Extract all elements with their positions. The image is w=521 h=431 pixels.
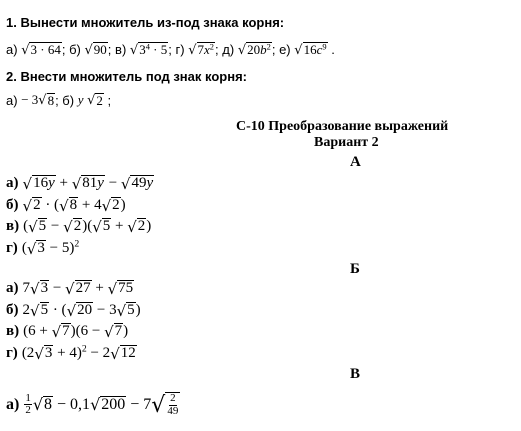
separator: ; xyxy=(168,42,172,57)
radical: √ $16c^9$ xyxy=(294,41,327,58)
radical: √ 7 xyxy=(104,322,123,341)
separator: ; xyxy=(271,42,276,57)
section-2-heading: 2. Внести множитель под знак корня: xyxy=(6,69,247,84)
group-b-item-2: б) 2 √ 5 · ( √ 20 − 3 √ 5 ) xyxy=(6,301,141,320)
item-label: г) xyxy=(6,240,18,256)
item-label-g: г) xyxy=(175,42,185,57)
group-a-item-1: а) √ 16y + √ 81y − √ 49y xyxy=(6,174,154,193)
group-a-item-2: б) √ 2 · ( √ 8 + 4 √ 2 ) xyxy=(6,196,126,215)
radical: √ 16y xyxy=(22,174,55,193)
item-label: а) xyxy=(6,280,19,296)
item-label-b: б) xyxy=(69,42,81,57)
radical: √ 200 xyxy=(90,395,126,415)
group-a-item-3: в) ( √ 5 − √ 2 )( √ 5 + √ 2 ) xyxy=(6,217,152,236)
radical: √ 20 xyxy=(66,301,93,320)
item-label-a: а) xyxy=(6,42,18,57)
item-label: в) xyxy=(6,323,20,339)
item-label-d: д) xyxy=(222,42,235,57)
separator: ; xyxy=(61,42,66,57)
item-label-a: а) xyxy=(6,92,18,108)
radical: √ $\frac{2}{49}$ xyxy=(151,392,179,419)
radical: √ 12 xyxy=(110,344,136,363)
item-label: в) xyxy=(6,218,20,234)
radical: √ $7x^2$ xyxy=(188,41,215,58)
end-mark: . xyxy=(331,42,335,57)
section-1-expressions xyxy=(6,42,335,57)
radical: √ 2 xyxy=(22,196,41,215)
radical: √ 8 xyxy=(32,395,53,415)
group-a-heading: А xyxy=(350,154,361,170)
item-label: б) xyxy=(6,197,19,213)
item-label-b: ; б) xyxy=(55,92,75,108)
radical: √ 3 xyxy=(30,279,49,298)
section-1-heading: 1. Вынести множитель из-под знака корня: xyxy=(6,15,285,30)
radical: √ 3 · 64 xyxy=(21,42,61,58)
section-2-expressions: а) − 3 √ 8 ; б) y √ 2 ; xyxy=(6,92,112,109)
group-c-heading: В xyxy=(350,366,361,382)
radical: √ 2 xyxy=(63,217,82,236)
radical: √ 8 xyxy=(38,92,55,109)
radical: √ 75 xyxy=(107,279,134,298)
radical: √ 5 xyxy=(30,301,49,320)
item-label: а) xyxy=(6,175,19,191)
radical: √ 81y xyxy=(71,174,104,193)
group-c-item-1: а) $\frac{1}{2}$ √ 8 − 0,1 √ 200 − 7 √ $\frac{2}{49}$ xyxy=(6,391,179,419)
radical: √ $20b^2$ xyxy=(237,41,271,58)
end-mark: ; xyxy=(107,92,112,108)
radical: √ 5 xyxy=(92,217,111,236)
radical: √ 3 xyxy=(26,239,45,258)
radical: √ 90 xyxy=(84,42,107,58)
radical: √ 27 xyxy=(65,279,91,298)
item-label: а) xyxy=(6,395,20,413)
radical: √ 5 xyxy=(116,301,135,320)
radical: √ $3^4 \cdot 5$ xyxy=(129,41,168,58)
fraction: $\frac{1}{2}$ xyxy=(25,391,31,417)
item-label: г) xyxy=(6,345,18,361)
worksheet-title: С-10 Преобразование выражений xyxy=(236,119,449,134)
fraction: $\frac{2}{49}$ xyxy=(167,392,179,417)
radical: √ 49y xyxy=(120,174,154,193)
item-label: б) xyxy=(6,302,19,318)
radical: √ 8 xyxy=(59,196,78,215)
group-b-heading: Б xyxy=(350,261,360,277)
group-b-item-3: в) (6 + √ 7 )(6 − √ 7 ) xyxy=(6,322,129,341)
group-a-item-4: г) ( √ 3 − 5)$^2$ xyxy=(6,238,80,258)
separator: ; xyxy=(107,42,112,57)
radical: √ 2 xyxy=(87,92,103,109)
item-label-e: е) xyxy=(279,42,291,57)
radical: √ 3 xyxy=(34,344,53,363)
worksheet-variant: Вариант 2 xyxy=(314,135,379,150)
group-b-item-1: а) 7 √ 3 − √ 27 + √ 75 xyxy=(6,279,134,298)
radical: √ 7 xyxy=(51,322,70,341)
radical: √ 2 xyxy=(101,196,120,215)
item-label-v: в) xyxy=(115,42,127,57)
radical: √ 2 xyxy=(127,217,146,236)
separator: ; xyxy=(215,42,219,57)
radical: √ 5 xyxy=(28,217,47,236)
group-b-item-4: г) (2 √ 3 + 4)$^2$ − 2 √ 12 xyxy=(6,343,136,363)
